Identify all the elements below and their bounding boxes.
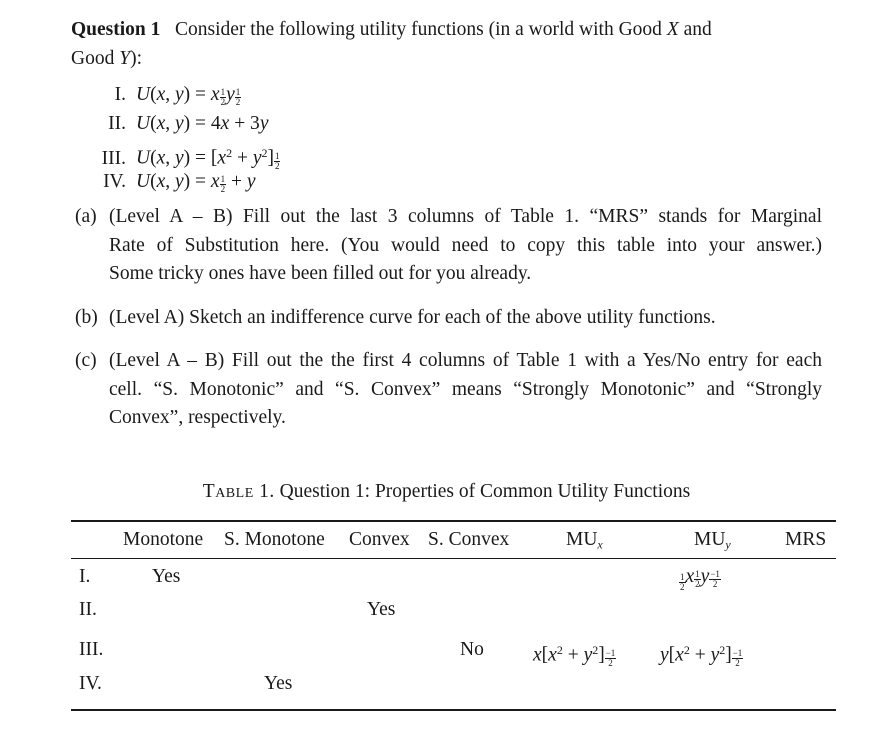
header-mu-x-label: MU [566, 529, 598, 550]
row-3-s-convex: No [460, 639, 484, 660]
function-expr-2: U [136, 113, 151, 134]
table-caption-label: Table 1. [202, 481, 275, 502]
table-bottom-rule [71, 709, 836, 711]
header-mrs: MRS [785, 529, 827, 550]
header-mu-y-label: MU [694, 529, 726, 550]
question-intro-text: Consider the following utility functions (in a world with Good X and [175, 19, 712, 40]
row-4-s-monotone: Yes [264, 673, 293, 694]
row-3-mu-y: $y[x^2 + y^2]$ $\frac{-1}{2}$ [660, 643, 743, 668]
row-2-convex: Yes [367, 599, 396, 620]
part-b-body [109, 304, 822, 333]
table-caption-text: Question 1: Properties of Common Utility Functions [279, 481, 691, 502]
part-a-body [109, 203, 822, 289]
function-item-3: III. U(x, $y) = [x^2 + y^2]$ $\frac{1}{2}$ [71, 139, 280, 173]
function-expr-3: U [136, 147, 151, 169]
question-label: Question 1 [71, 19, 161, 40]
table-top-rule [71, 520, 836, 522]
part-c-body [109, 347, 822, 433]
part-b-line-1: (Level A) Sketch an indifference curve for each of the above utility functions. [109, 307, 716, 328]
part-a-line-2: Rate of Substitution here. (You would need to copy this table into your answer.) [109, 234, 822, 256]
function-numeral: IV. [103, 171, 126, 192]
header-s-monotone: S. Monotone [224, 529, 325, 550]
part-b-tag: (b) [75, 307, 98, 328]
function-item-1: I. U(x, y) = x $\frac{1}{2}$ y $\frac{1}{2}$ [71, 81, 241, 109]
header-mu-y-subscript: y [725, 537, 731, 552]
row-2-label: II. [79, 599, 97, 620]
row-1-monotone: Yes [152, 566, 181, 587]
part-a-line-3: Some tricky ones have been filled out for you already. [109, 263, 532, 284]
row-1-label: I. [79, 566, 91, 587]
part-c-line-3: Convex”, respectively. [109, 407, 286, 428]
question-intro-text-2: Good Y): [71, 48, 142, 69]
function-item-4: IV. U(x, y) = x $\frac{1}{2}$ + y [71, 168, 255, 196]
row-4-label: IV. [79, 673, 102, 694]
header-mu-x-subscript: x [597, 537, 603, 552]
function-expr-4: U [136, 171, 151, 192]
row-1-mu-y: $\frac{1}{2}$ x $\frac{1}{2}$ y $\frac{-1}{2}$ [680, 566, 720, 593]
part-a-tag: (a) [75, 206, 97, 227]
table-caption [0, 478, 893, 506]
row-3-mu-x: $x[x^2 + y^2]$ $\frac{-1}{2}$ [533, 643, 616, 668]
header-convex: Convex [349, 529, 410, 550]
header-mu-x [566, 528, 603, 557]
function-expr-1: U [136, 84, 151, 105]
part-a-line-1: (Level A – B) Fill out the last 3 columns of Table 1. “MRS” stands for Marginal [109, 206, 822, 227]
part-c-line-2: cell. “S. Monotonic” and “S. Convex” means “Strongly Monotonic” and “Strongly [109, 378, 822, 400]
header-s-convex: S. Convex [428, 529, 510, 550]
header-monotone: Monotone [123, 529, 204, 550]
function-numeral: II. [108, 113, 126, 134]
function-item-2: II. U(x, y) = 4x + 3y [71, 110, 268, 138]
function-numeral: I. [114, 84, 126, 105]
table-header-rule [71, 558, 836, 559]
part-c-tag: (c) [75, 350, 97, 371]
question-intro-line-2 [71, 45, 142, 73]
function-numeral: III. [101, 147, 126, 169]
row-3-label: III. [79, 639, 104, 660]
question-intro-line-1 [71, 16, 822, 44]
header-mu-y [694, 528, 731, 557]
part-c-line-1: (Level A – B) Fill out the the first 4 columns of Table 1 with a Yes/No entry for each [109, 350, 822, 371]
